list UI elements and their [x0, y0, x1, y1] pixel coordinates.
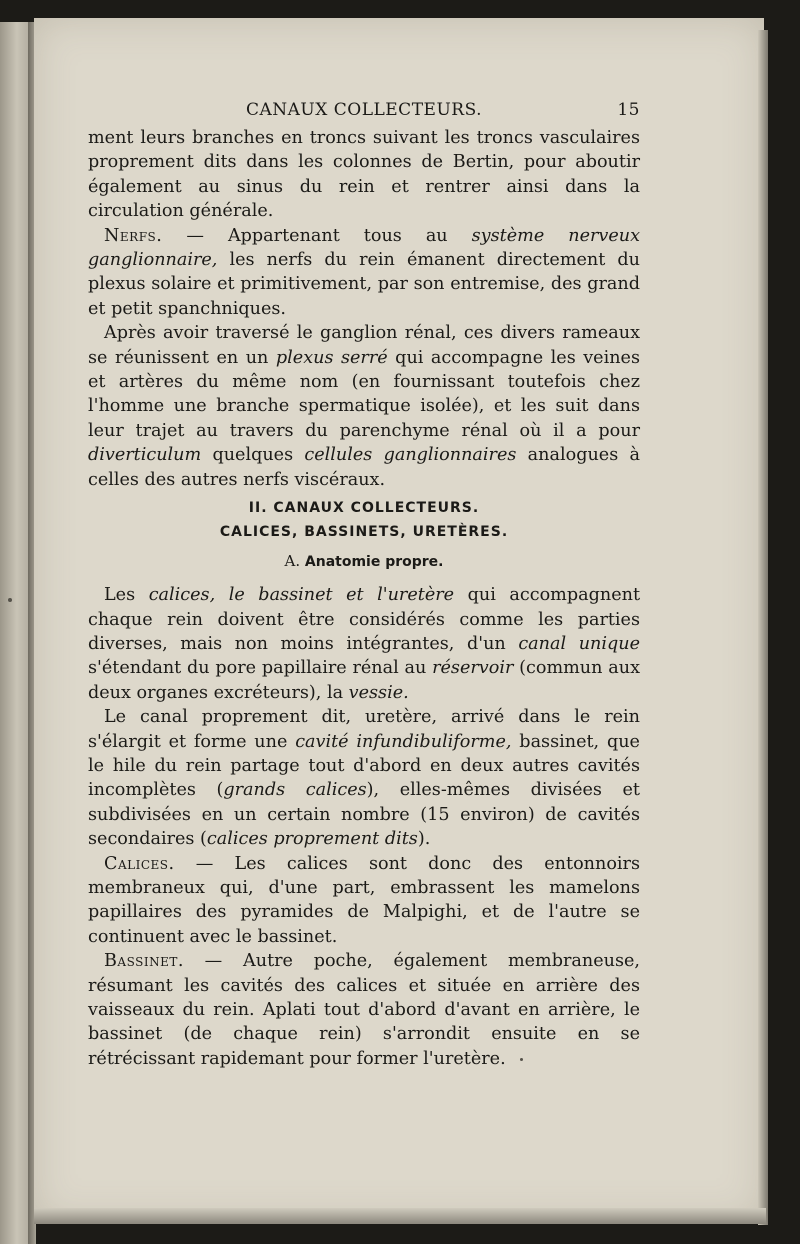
- paragraph-ganglion: [88, 321, 640, 492]
- paragraph-text: les nerfs du rein émanent directement du plexus solaire et primitivement, par son entremise, des grand et petit spanchniques.: [88, 250, 640, 319]
- section-label-nerfs: Nerfs.: [104, 225, 163, 246]
- paragraph-text: ).: [417, 829, 431, 850]
- paper-spot: [8, 598, 12, 602]
- subsection-letter: A.: [284, 552, 301, 571]
- paragraph-text: analogues à celles des autres nerfs viscéraux.: [88, 445, 640, 490]
- italic-term: calices proprement dits: [206, 829, 418, 850]
- paragraph-nerfs: [88, 224, 640, 322]
- paragraph-text: ), elles-mêmes divisées et subdivisées en un certain nombre (15 environ) de cavités secondaires (: [88, 780, 640, 850]
- section-heading: II. CANAUX COLLECTEURS.: [248, 500, 480, 517]
- paragraph-text: ment leurs branches en troncs suivant les troncs vasculaires proprement dits dans les colonnes de Bertin, pour aboutir également au sinus du rein et rentrer ainsi dans la circulation générale.: [88, 128, 640, 222]
- paragraph-text: s'étendant du pore papillaire rénal au: [88, 658, 433, 679]
- paragraph-text: — Autre poche, également membraneuse, résumant les cavités des calices et située en arrière des vaisseaux du rein. Aplati tout d'abord d'avant en arrière, le bassinet (de chaque rein) s'arrondit ensuite en se rétrécissant rapidemant pour former l'uretère.: [88, 951, 640, 1069]
- page-number: 15: [617, 100, 640, 120]
- italic-term: calices, le bassinet et l'uretère: [148, 585, 455, 606]
- italic-term: canal unique: [518, 633, 640, 654]
- paragraph-text: — Appartenant tous au: [162, 225, 472, 246]
- paragraph-veins: [88, 126, 640, 224]
- italic-term: diverticulum: [88, 445, 202, 466]
- paragraph-calices-intro: [88, 583, 640, 705]
- italic-term: cavité infundibuliforme,: [295, 731, 512, 752]
- italic-term: réservoir: [432, 658, 514, 679]
- subsection-heading: [88, 550, 640, 573]
- italic-term: plexus serré: [275, 347, 388, 368]
- subsection-title: Anatomie propre.: [304, 554, 444, 571]
- paragraph-text: qui accompagnent chaque rein doivent être considérés comme les parties diverses, mais non moins intégrantes, d'un: [88, 585, 641, 654]
- facing-page-edge: [0, 22, 28, 1244]
- paragraph-text: quelques: [201, 445, 305, 466]
- section-heading-block: [88, 496, 640, 573]
- running-head: [88, 100, 640, 126]
- paragraph-calices: [88, 852, 640, 950]
- paragraph-text: (commun aux deux organes excréteurs), la: [88, 658, 640, 703]
- paragraph-text: — Les calices sont donc des entonnoirs membraneux qui, d'une part, embrassent les mamelons papillaires des pyramides de Malpighi, et de l'autre se continuent avec le bassinet.: [88, 853, 640, 947]
- running-title: CANAUX COLLECTEURS.: [245, 100, 483, 120]
- section-subtitle: CALICES, BASSINETS, URETÈRES.: [219, 524, 509, 541]
- paragraph-text: Les: [104, 585, 149, 606]
- paragraph-bassinet: [88, 949, 640, 1071]
- paragraph-text: bassinet, que le hile du rein partage tout d'abord en deux autres cavités incomplètes (: [88, 731, 640, 801]
- paragraph-text: Le canal proprement dit, uretère, arrivé dans le rein s'élargit et forme une: [88, 707, 640, 752]
- italic-term: cellules ganglionnaires: [304, 445, 517, 466]
- italic-term: vessie.: [348, 682, 409, 703]
- section-label-bassinet: Bassinet.: [104, 951, 184, 972]
- italic-term: grands calices: [223, 780, 367, 801]
- italic-term: système nerveux ganglionnaire,: [88, 225, 640, 271]
- paragraph-canal: [88, 705, 640, 851]
- paragraph-text: Après avoir traversé le ganglion rénal, ces divers rameaux se réunissent en un: [88, 323, 640, 368]
- page-content: [88, 100, 640, 1071]
- section-label-calices: Calices.: [104, 853, 175, 874]
- paragraph-text: qui accompagne les veines et artères du même nom (en fournissant toutefois chez l'homme une branche spermatique isolée), et les suit dans leur trajet au travers du parenchyme rénal où il a pour: [88, 347, 640, 441]
- page-bottom-edge: [34, 1208, 766, 1224]
- page-right-edge: [758, 30, 768, 1225]
